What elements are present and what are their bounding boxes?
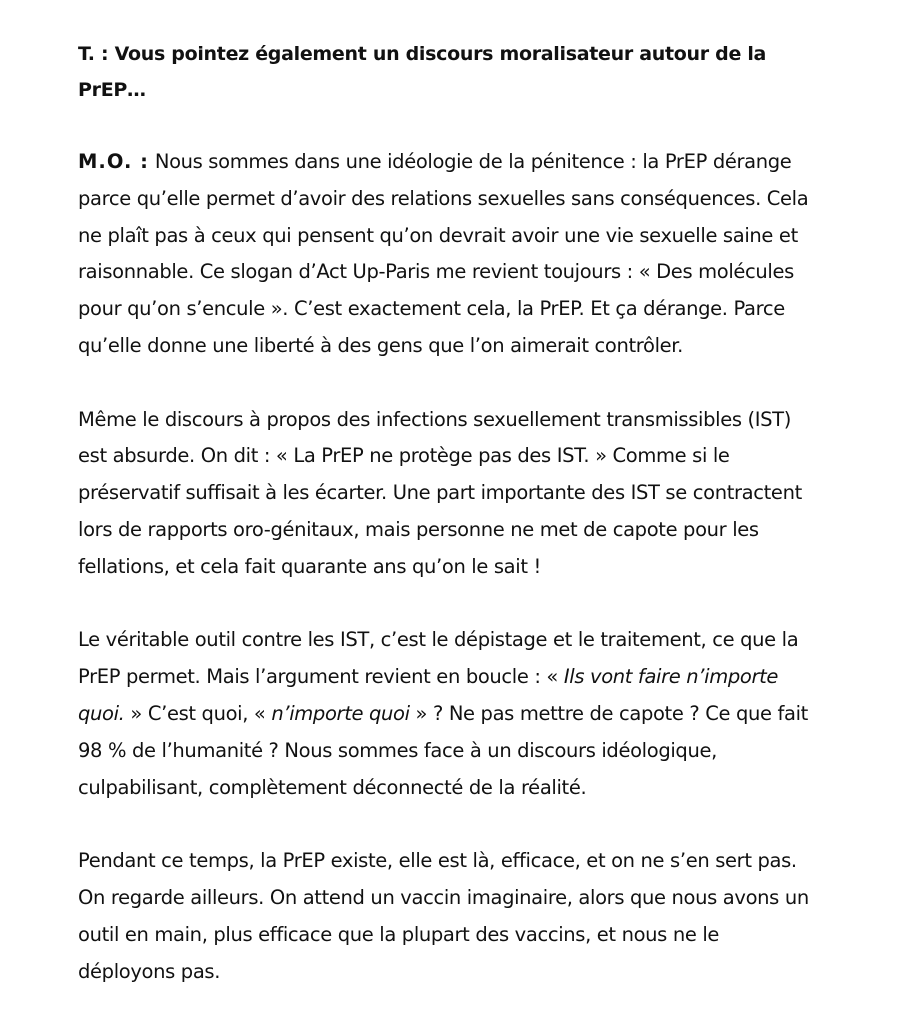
- answer-paragraph-4: Pendant ce temps, la PrEP existe, elle est là, efficace, et on ne s’en sert pas. On regarde ailleurs. On attend un vaccin imaginaire, alors que nous avons un outil en main, plus efficace que la plupart des vaccins, et nous ne le déployons pas.: [78, 849, 809, 983]
- answer-paragraph-3-quote-1: Ils vont faire n’importe quoi.: [78, 665, 779, 725]
- interview-question: T. : Vous pointez également un discours moralisateur autour de la PrEP…: [78, 43, 767, 101]
- answer-paragraph-1: [78, 144, 818, 365]
- speaker-label: M.O. :: [78, 150, 149, 173]
- answer-paragraph-3: [78, 622, 818, 806]
- interview-article: [78, 36, 818, 1027]
- answer-paragraph-3-part-1: Le véritable outil contre les IST, c’est le dépistage et le traitement, ce que la PrEP permet. Mais l’argument revient en boucle : «: [78, 628, 799, 689]
- answer-paragraph-3-part-2: » C’est quoi, «: [124, 701, 272, 725]
- answer-paragraph-3-part-3: » ? Ne pas mettre de capote ? Ce que fait 98 % de l’humanité ? Nous sommes face à un discours idéologique, culpabilisant, complètement déconnecté de la réalité.: [78, 701, 808, 799]
- answer-paragraph-2: Même le discours à propos des infections sexuellement transmissibles (IST) est absurde. On dit : « La PrEP ne protège pas des IST. » Comme si le préservatif suffisait à les écarter. Une part importante des IST se contractent lors de rapports oro-génitaux, mais personne ne met de capote pour les fellations, et cela fait quarante ans qu’on le sait !: [78, 407, 802, 578]
- answer-paragraph-3-quote-2: n’importe quoi: [271, 701, 410, 725]
- answer-paragraph-1-text: Nous sommes dans une idéologie de la pénitence : la PrEP dérange parce qu’elle permet d’avoir des relations sexuelles sans conséquences. Cela ne plaît pas à ceux qui pensent qu’on devrait avoir une vie sexuelle saine et raisonnable. Ce slogan d’Act Up-Paris me revient toujours : « Des molécules pour qu’on s’encule ». C’est exactement cela, la PrEP. Et ça dérange. Parce qu’elle donne une liberté à des gens que l’on aimerait contrôler.: [78, 150, 809, 357]
